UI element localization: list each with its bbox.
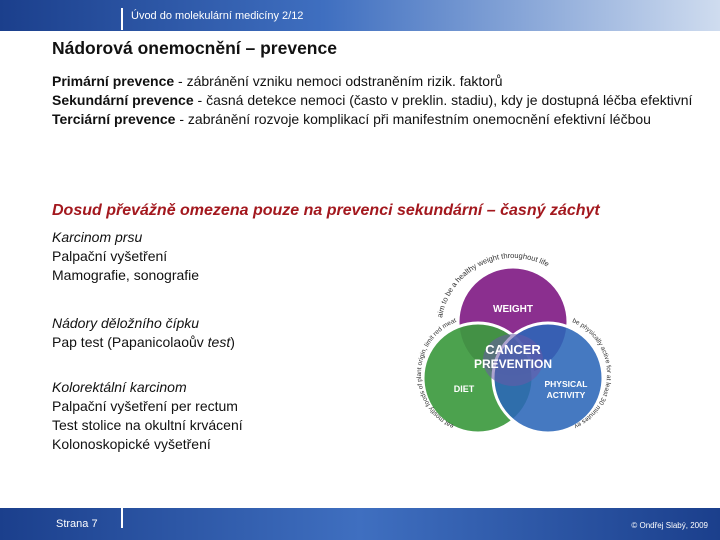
definition-text: - zábránění vzniku nemoci odstraněním rizik. faktorů (174, 73, 503, 89)
item-italic: test (207, 334, 231, 350)
list-item: Palpační vyšetření (52, 248, 168, 264)
list-item (52, 333, 412, 352)
highlight-statement: Dosud převážně omezena pouze na prevenci sekundární – časný záchyt (52, 202, 600, 219)
cervix-cancer-block (52, 314, 412, 352)
item-text: ) (230, 334, 235, 350)
center-label-line2: PREVENTION (473, 357, 553, 371)
weight-label: WEIGHT (493, 304, 533, 315)
copyright-text: © Ondřej Slabý, 2009 (631, 521, 708, 530)
page-number: Strana 7 (56, 518, 98, 530)
prevention-definitions (52, 72, 702, 129)
arc-right-text: be physically active for at least 30 minutes ev (571, 317, 613, 430)
definition-term: Primární prevence (52, 73, 175, 89)
center-label-line1: CANCER (485, 342, 541, 357)
block-heading: Nádory děložního čípku (52, 315, 200, 331)
arc-top-text: aim to be a healthy weight throughout life (435, 250, 551, 319)
item-text: Pap test (Papanicolaoův (52, 334, 208, 350)
definition-text: - zabránění rozvoje komplikací při manifestním onemocnění efektivní léčbou (175, 111, 651, 127)
header-text: Úvod do molekulární medicíny 2/12 (131, 10, 304, 22)
block-heading: Kolorektální karcinom (52, 379, 187, 395)
colorectal-cancer-block (52, 378, 412, 454)
list-item: Test stolice na okultní krvácení (52, 417, 243, 433)
definition-text: - časná detekce nemoci (často v preklin. stadiu), kdy je dostupná léčba efektivní (193, 92, 693, 108)
list-item: Kolonoskopické vyšetření (52, 436, 211, 452)
header-bar (0, 0, 720, 31)
arc-left-text: eat mostly foods of plant origin, limit red meat (415, 317, 458, 430)
footer-divider (121, 508, 123, 528)
list-item: Mamografie, sonografie (52, 267, 200, 283)
activity-label-line2: ACTIVITY (546, 390, 586, 400)
definition-primary (52, 72, 702, 91)
block-heading: Karcinom prsu (52, 229, 143, 245)
diet-label: DIET (453, 384, 475, 394)
definition-tertiary (52, 110, 702, 129)
definition-secondary (52, 91, 702, 110)
breast-cancer-block (52, 228, 412, 285)
definition-term: Terciární prevence (52, 111, 176, 127)
header-divider (121, 8, 123, 30)
cancer-prevention-diagram (404, 250, 619, 450)
list-item: Palpační vyšetření per rectum (52, 398, 238, 414)
footer-bar (0, 508, 720, 540)
activity-label-line1: PHYSICAL (544, 379, 588, 389)
slide-title: Nádorová onemocnění – prevence (52, 38, 337, 58)
definition-term: Sekundární prevence (52, 92, 194, 108)
